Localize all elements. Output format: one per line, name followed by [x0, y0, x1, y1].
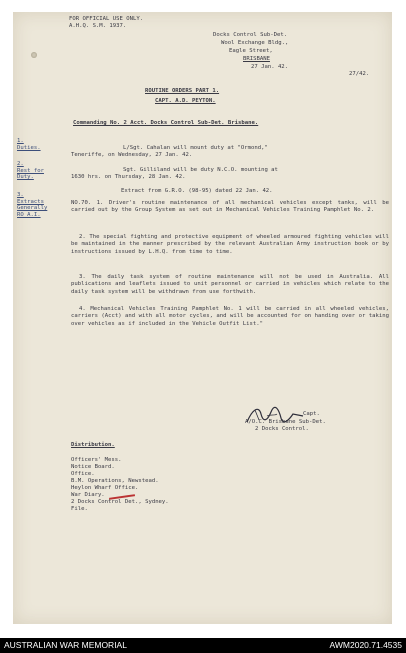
signature-line: A/O.C. Brisbane Sub-Det.	[245, 419, 326, 425]
paragraph-1: NO.70. 1. Driver's routine maintenance of all mechanical vehicles except tanks, will be carried out by the Group System as set out in Mechanical Vehicles Training Pamphlet No. 2.	[71, 200, 389, 214]
rest-text: 1630 hrs. on Thursday, 28 Jan. 42.	[71, 174, 186, 180]
margin-label-rest: 2. Rest for Duty.	[17, 161, 44, 181]
duties-text: Teneriffe, on Wednesday, 27 Jan. 42.	[71, 152, 193, 158]
archive-name: AUSTRALIAN WAR MEMORIAL	[4, 640, 127, 650]
signature-line: 2 Docks Control.	[255, 426, 309, 432]
document-date: 27 Jan. 42.	[251, 64, 289, 70]
unit-address-line: Docks Control Sub-Det.	[213, 32, 288, 38]
orders-unit: Commanding No. 2 Acct. Docks Control Sub-Det. Brisbane.	[73, 120, 259, 126]
distribution-heading: Distribution.	[71, 442, 115, 448]
distribution-item: B.M. Operations, Newstead.	[71, 478, 159, 484]
orders-title: ROUTINE ORDERS PART 1.	[145, 88, 220, 94]
classification-text: FOR OFFICIAL USE ONLY.	[69, 16, 144, 22]
reference-text: A.H.Q. S.M. 1937.	[69, 23, 127, 29]
distribution-item: Heylon Wharf Office.	[71, 485, 139, 491]
distribution-item: Office.	[71, 471, 95, 477]
unit-address-line: Wool Exchange Bldg.,	[221, 40, 289, 46]
paragraph-4: 4. Mechanical Vehicles Training Pamphlet No. 1 will be carried in all wheeled vehicles, carriers (Acct) and with all motor cycles, and will be accounted for on handing over or taking over vehicles as if included in the Vehicle Outfit List."	[71, 306, 389, 327]
orders-officer: CAPT. A.D. PEYTON.	[155, 98, 216, 104]
unit-address-line: BRISBANE	[243, 56, 270, 62]
margin-label-extracts: 3. Extracts Generally RO A.I.	[17, 192, 48, 218]
document-page	[13, 12, 392, 624]
signature-rank: Capt.	[303, 411, 320, 417]
distribution-item: File.	[71, 506, 88, 512]
extract-heading: Extract from G.R.O. (98-95) dated 22 Jan. 42.	[121, 188, 273, 194]
distribution-item: War Diary.	[71, 492, 105, 498]
distribution-item: Notice Board.	[71, 464, 115, 470]
distribution-item: 2 Docks Control Det., Sydney.	[71, 499, 169, 505]
paragraph-3: 3. The daily task system of routine maintenance will not be used in Australia. All publications and leaflets issued to unit personnel or carried in vehicles which relate to the daily task system will be withdrawn from use forthwith.	[71, 274, 389, 295]
archive-reference: AWM2020.71.4535	[329, 640, 402, 650]
punch-hole	[31, 52, 37, 58]
margin-label-duties: 1. Duties.	[17, 138, 41, 151]
rest-text: Sgt. Gilliland will be duty N.C.O. mounting at	[123, 167, 278, 173]
paragraph-2: 2. The special fighting and protective equipment of wheeled armoured fighting vehicles will be maintained in the manner prescribed by the relevant Australian Army instruction book or by instructions issued by L.H.Q. from time to time.	[71, 234, 389, 255]
unit-address-line: Eagle Street,	[229, 48, 273, 54]
duties-text: L/Sgt. Cahalan will mount duty at "Ormond,"	[123, 145, 268, 151]
distribution-item: Officers' Mess.	[71, 457, 122, 463]
archive-footer	[0, 638, 406, 653]
document-serial: 27/42.	[349, 71, 370, 77]
